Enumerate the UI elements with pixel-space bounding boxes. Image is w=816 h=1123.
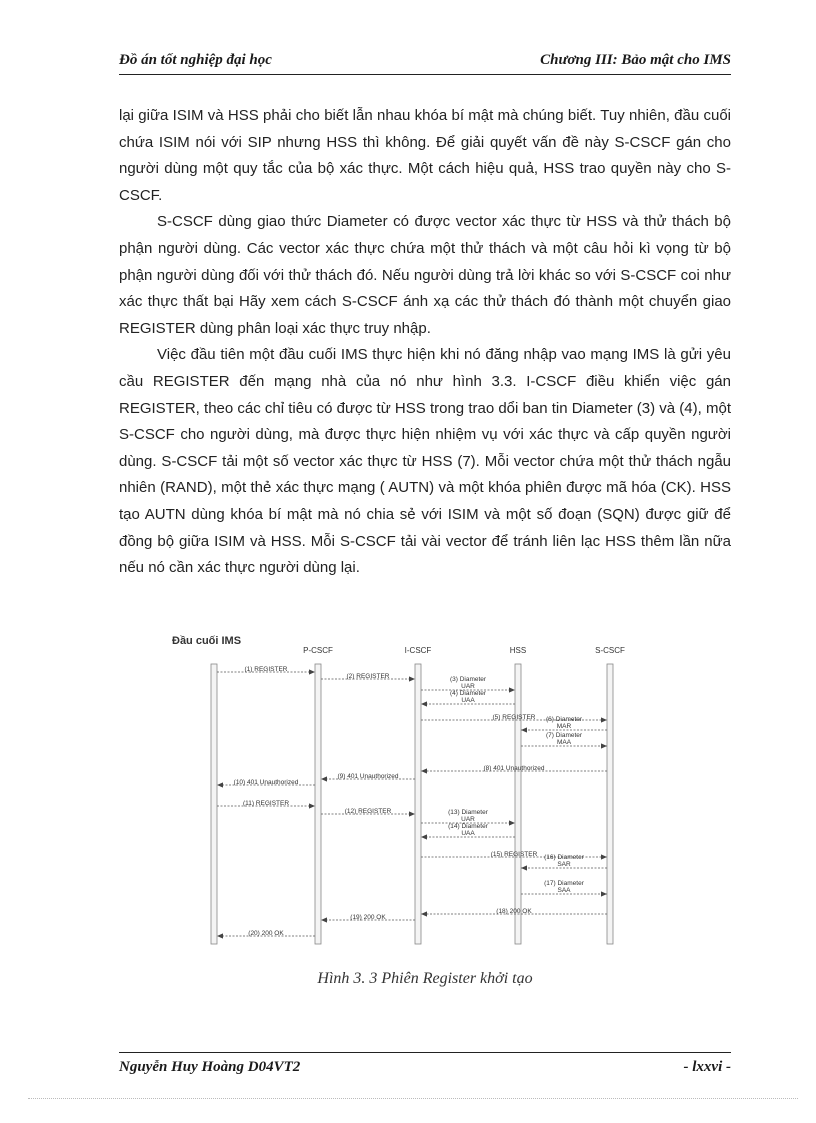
sequence-diagram xyxy=(170,632,650,952)
entity-label-terminal: Đầu cuối IMS xyxy=(172,635,242,647)
page-bottom-divider xyxy=(28,1098,798,1099)
message-14 xyxy=(421,823,515,840)
message-label-15: (15) REGISTER xyxy=(490,851,538,858)
message-7 xyxy=(521,732,607,749)
message-4 xyxy=(421,690,515,707)
message-19 xyxy=(321,914,415,923)
arrowhead-7 xyxy=(601,743,607,748)
message-sublabel-3: UAR xyxy=(461,683,475,690)
message-1 xyxy=(217,666,315,675)
message-label-12: (12) REGISTER xyxy=(344,808,392,815)
arrowhead-13 xyxy=(509,820,515,825)
message-2 xyxy=(321,673,415,682)
message-label-17: (17) Diameter xyxy=(544,880,584,887)
header-document-title: Đồ án tốt nghiệp đại học xyxy=(119,52,272,68)
body-text xyxy=(119,103,731,582)
arrowhead-8 xyxy=(421,768,427,773)
arrowhead-9 xyxy=(321,776,327,781)
arrowhead-4 xyxy=(421,701,427,706)
page-header xyxy=(119,50,731,75)
lifeline-pcscf xyxy=(315,664,321,944)
lifeline-terminal xyxy=(211,664,217,944)
message-20 xyxy=(217,930,315,939)
entity-label-icscf: I-CSCF xyxy=(404,646,432,655)
message-18 xyxy=(421,908,607,917)
message-9 xyxy=(321,773,415,782)
footer-page-number: - lxxvi - xyxy=(683,1059,731,1075)
paragraph-1: lại giữa ISIM và HSS phải cho biết lẫn nhau khóa bí mật mà chúng biết. Tuy nhiên, đầu cuối chứa ISIM nói với SIP nhưng HSS thì không. Để giải quyết vấn đề này S-CSCF gán cho người dùng một quy tắc của bộ xác thực. Một cách hiệu quả, HSS trao quyền này cho S-CSCF. xyxy=(119,107,731,204)
entity-label-scscf: S-CSCF xyxy=(595,646,625,655)
message-label-19: (19) 200 OK xyxy=(350,914,386,921)
message-label-10: (10) 401 Unauthorized xyxy=(233,779,299,786)
arrowhead-14 xyxy=(421,834,427,839)
message-label-11: (11) REGISTER xyxy=(242,800,290,807)
message-sublabel-7: MAA xyxy=(556,739,572,746)
entity-label-pcscf: P-CSCF xyxy=(303,646,333,655)
arrowhead-12 xyxy=(409,811,415,816)
message-11 xyxy=(217,800,315,809)
arrowhead-15 xyxy=(601,854,607,859)
message-sublabel-4: UAA xyxy=(461,697,475,704)
message-10 xyxy=(217,779,315,788)
arrowhead-5 xyxy=(601,717,607,722)
message-label-2: (2) REGISTER xyxy=(346,673,390,680)
arrowhead-3 xyxy=(509,687,515,692)
message-sublabel-16: SAR xyxy=(557,861,571,868)
entity-label-hss: HSS xyxy=(509,646,527,655)
arrowhead-19 xyxy=(321,917,327,922)
message-label-13: (13) Diameter xyxy=(448,809,488,816)
lifeline-scscf xyxy=(607,664,613,944)
message-12 xyxy=(321,808,415,817)
lifeline-icscf xyxy=(415,664,421,944)
message-label-9: (9) 401 Unauthorized xyxy=(337,773,399,780)
message-label-20: (20) 200 OK xyxy=(248,930,284,937)
message-sublabel-14: UAA xyxy=(461,830,475,837)
message-sublabel-17: SAA xyxy=(557,887,571,894)
message-sublabel-13: UAR xyxy=(461,816,475,823)
paragraph-2: S-CSCF dùng giao thức Diameter có được vector xác thực từ HSS và thử thách bộ phận người dùng. Các vector xác thực chứa một thử thách và một câu hỏi kì vọng từ bộ phận người dùng đối với thử thách đó. Nếu người dùng trả lời khác so với S-CSCF coi như xác thực thất bại Hãy xem cách S-CSCF ánh xạ các thử thách đó thành một chuyển giao REGISTER dùng phân loại xác thực truy nhập. xyxy=(119,213,731,337)
arrowhead-18 xyxy=(421,911,427,916)
message-8 xyxy=(421,765,607,774)
message-label-1: (1) REGISTER xyxy=(244,666,288,673)
lifeline-hss xyxy=(515,664,521,944)
message-label-7: (7) Diameter xyxy=(545,732,583,739)
paragraph-3: Việc đầu tiên một đầu cuối IMS thực hiện khi nó đăng nhập vao mạng IMS là gửi yêu cầu REGISTER đến mạng nhà của nó như hình 3.3. I-CSCF điều khiển việc gán REGISTER, theo các chỉ tiêu có được từ HSS trong trao dổi ban tin Diameter (3) và (4), một S-CSCF cho người dùng, mà được thực hiện nhiệm vụ với xác thực và cấp quyền người dùng. S-CSCF tải một số vector xác thực từ HSS (7). Mỗi vector chứa một thử thách ngẫu nhiên (RAND), một thẻ xác thực mạng ( AUTN) và một khóa phiên được mã hóa (CK). HSS tạo AUTN dùng khóa bí mật mà nó chia sẻ với ISIM và một số đoạn (SQN) được giữ để đồng bộ giữa ISIM và HSS. Mỗi S-CSCF tải vài vector để tránh liên lạc HSS thêm lần nữa nếu nó cần xác thực người dùng lại. xyxy=(119,346,731,577)
message-sublabel-6: MAR xyxy=(556,723,572,730)
message-label-14: (14) Diameter xyxy=(448,823,488,830)
footer-author: Nguyễn Huy Hoàng D04VT2 xyxy=(119,1059,301,1075)
message-label-18: (18) 200 OK xyxy=(496,908,532,915)
arrowhead-1 xyxy=(309,669,315,674)
message-label-8: (8) 401 Unauthorized xyxy=(483,765,545,772)
arrowhead-10 xyxy=(217,782,223,787)
arrowhead-17 xyxy=(601,891,607,896)
message-17 xyxy=(521,880,607,897)
arrowhead-11 xyxy=(309,803,315,808)
sequence-diagram-figure xyxy=(170,632,650,952)
arrowhead-2 xyxy=(409,676,415,681)
message-label-4: (4) Diameter xyxy=(449,690,487,697)
arrowhead-16 xyxy=(521,865,527,870)
arrowhead-6 xyxy=(521,727,527,732)
figure-caption: Hình 3. 3 Phiên Register khởi tạo xyxy=(317,970,533,987)
message-label-16: (16) Diameter xyxy=(544,854,584,861)
message-label-3: (3) Diameter xyxy=(449,676,487,683)
message-label-6: (6) Diameter xyxy=(545,716,583,723)
message-label-5: (5) REGISTER xyxy=(492,714,536,721)
page-footer xyxy=(119,1052,731,1079)
header-chapter-title: Chương III: Bảo mật cho IMS xyxy=(540,52,731,68)
arrowhead-20 xyxy=(217,933,223,938)
